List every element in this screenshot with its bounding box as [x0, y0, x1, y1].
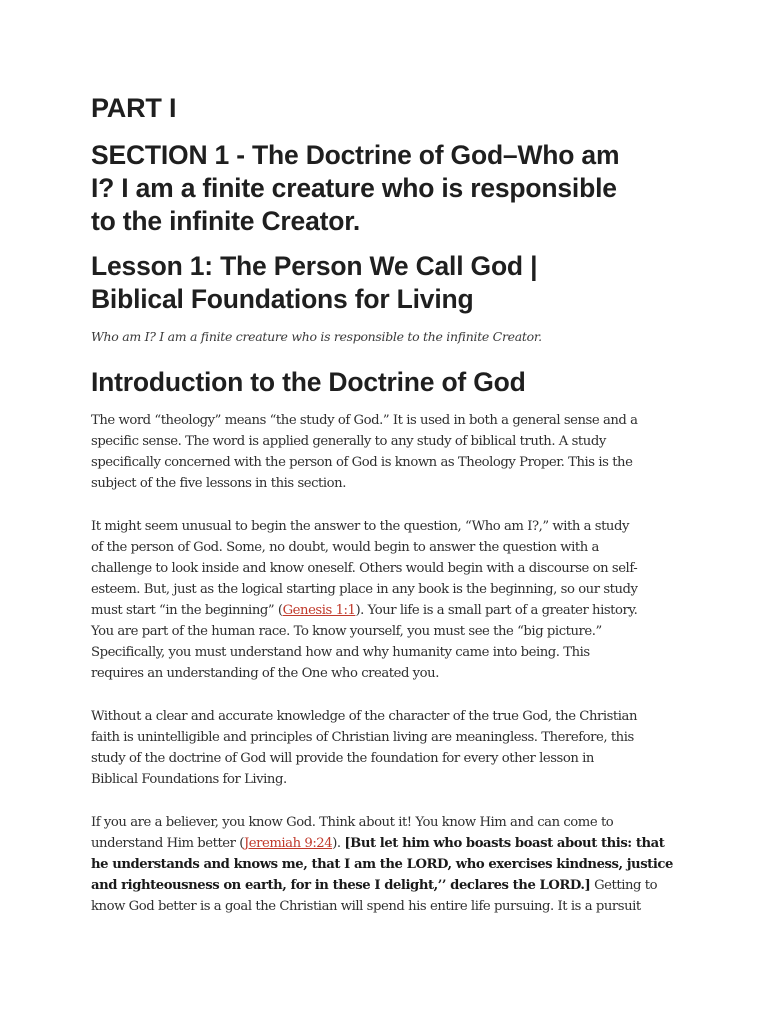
paragraph-who-am-i: [91, 516, 683, 684]
paragraph-line: specific sense. The word is applied generally to any study of biblical truth. A study: [91, 434, 606, 449]
text-fragment: understand Him better (: [91, 836, 244, 851]
paragraph-believer: [91, 812, 683, 917]
paragraph-line: [91, 600, 683, 621]
paragraph-line: Biblical Foundations for Living.: [91, 772, 287, 787]
paragraph-line: You are part of the human race. To know yourself, you must see the “big picture.”: [91, 624, 602, 639]
lesson-title: [91, 250, 683, 316]
paragraph-line: esteem. But, just as the logical starting place in any book is the beginning, so our study: [91, 582, 638, 597]
paragraph-line: [91, 833, 683, 854]
scripture-quote: and righteousness on earth, for in these I delight,’’ declares the LORD.]: [91, 878, 591, 893]
scripture-link-genesis[interactable]: Genesis 1:1: [282, 603, 356, 618]
section-title-line: SECTION 1 - The Doctrine of God–Who am: [91, 140, 620, 170]
text-fragment: ). Your life is a small part of a greater history.: [355, 603, 638, 618]
paragraph-line: specifically concerned with the person of God is known as Theology Proper. This is the: [91, 455, 633, 470]
lesson-title-line: Lesson 1: The Person We Call God |: [91, 251, 538, 281]
paragraph-line: Specifically, you must understand how and why humanity came into being. This: [91, 645, 590, 660]
paragraph-line: study of the doctrine of God will provide the foundation for every other lesson in: [91, 751, 594, 766]
text-fragment: Getting to: [590, 878, 658, 893]
introduction-heading: Introduction to the Doctrine of God: [91, 367, 526, 397]
section-title-line: to the infinite Creator.: [91, 206, 361, 236]
scripture-link-jeremiah[interactable]: Jeremiah 9:24: [243, 836, 333, 851]
part-title: PART I: [91, 93, 177, 123]
paragraph-line: subject of the five lessons in this section.: [91, 476, 346, 491]
paragraph-line: challenge to look inside and know oneself. Others would begin with a discourse on self-: [91, 561, 638, 576]
paragraph-line: requires an understanding of the One who created you.: [91, 666, 439, 681]
paragraph-line: If you are a believer, you know God. Think about it! You know Him and can come to: [91, 815, 614, 830]
text-fragment: ).: [332, 836, 345, 851]
section-title: [91, 139, 683, 238]
paragraph-theology-definition: [91, 410, 683, 494]
section-title-line: I? I am a finite creature who is responsible: [91, 173, 617, 203]
scripture-quote: [But let him who boasts boast about this: that: [344, 836, 665, 851]
paragraph-knowledge-of-god: [91, 706, 683, 790]
paragraph-line: know God better is a goal the Christian will spend his entire life pursuing. It is a pursuit: [91, 899, 641, 914]
scripture-quote-line: he understands and knows me, that I am the LORD, who exercises kindness, justice: [91, 857, 673, 872]
paragraph-line: Without a clear and accurate knowledge of the character of the true God, the Christian: [91, 709, 637, 724]
lesson-subtitle: Who am I? I am a finite creature who is responsible to the infinite Creator.: [91, 329, 542, 344]
paragraph-line: of the person of God. Some, no doubt, would begin to answer the question with a: [91, 540, 599, 555]
paragraph-line: It might seem unusual to begin the answer to the question, “Who am I?,” with a study: [91, 519, 629, 534]
paragraph-line: [91, 875, 683, 896]
lesson-title-line: Biblical Foundations for Living: [91, 284, 474, 314]
paragraph-line: faith is unintelligible and principles of Christian living are meaningless. Therefore, this: [91, 730, 634, 745]
paragraph-line: The word “theology” means “the study of God.” It is used in both a general sense and a: [91, 413, 638, 428]
text-fragment: must start “in the beginning” (: [91, 603, 283, 618]
document-page: [91, 90, 683, 917]
